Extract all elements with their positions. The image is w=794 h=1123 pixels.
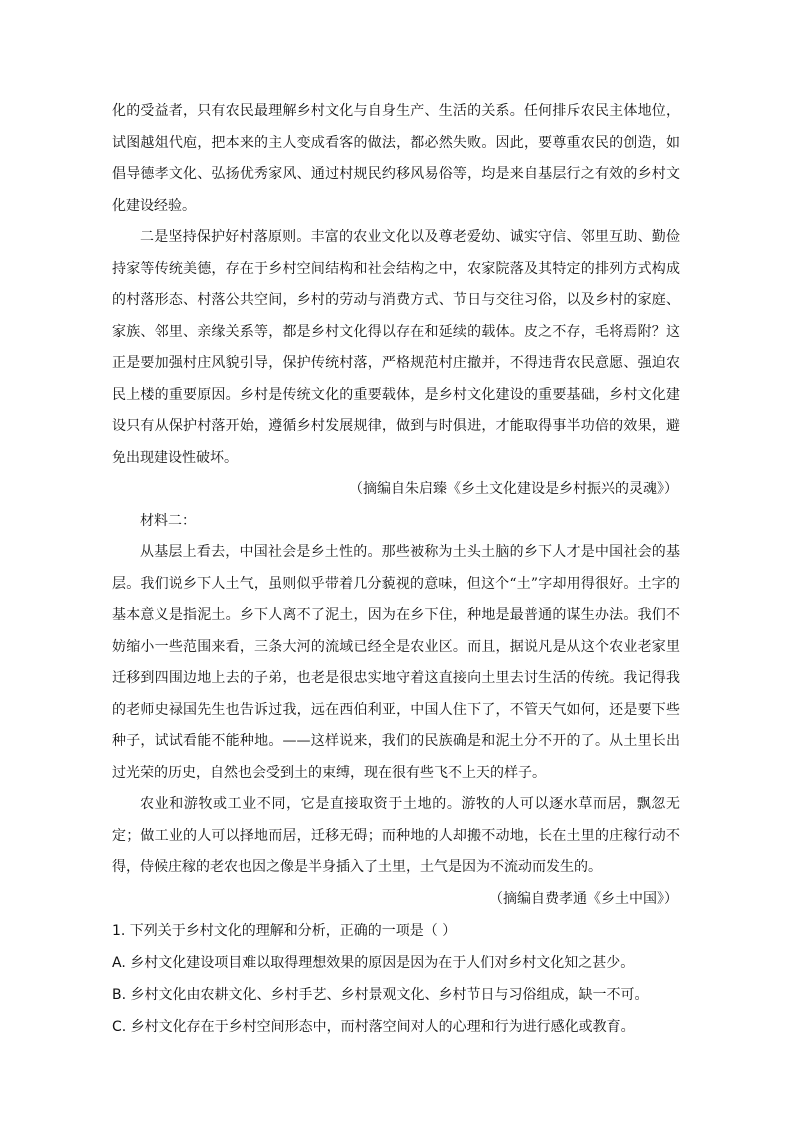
question-1-option-a: A. 乡村文化建设项目难以取得理想效果的原因是因为在于人们对乡村文化知之甚少。 bbox=[112, 955, 635, 971]
document-page bbox=[112, 96, 680, 1043]
material-one-source: （摘编自朱启臻《乡土文化建设是乡村振兴的灵魂》） bbox=[349, 481, 678, 497]
question-1-option-c: C. 乡村文化存在于乡村空间形态中，而村落空间对人的心理和行为进行感化或教育。 bbox=[112, 1019, 635, 1035]
material-two-paragraph-2: 农业和游牧或工业不同，它是直接取资于土地的。游牧的人可以逐水草而居，飘忽无定；做工业的人可以择地而居，迁移无碍；而种地的人却搬不动地，长在土里的庄稼行动不得，侍候庄稼的老农也因之像是半身插入了土里，土气是因为不流动而发生的。 bbox=[112, 796, 680, 875]
material-two-paragraph-1: 从基层上看去，中国社会是乡土性的。那些被称为土头土脑的乡下人才是中国社会的基层。我们说乡下人土气，虽则似乎带着几分藐视的意味，但这个“土”字却用得很好。土字的基本意义是指泥土。乡下人离不了泥土，因为在乡下住，种地是最普通的谋生办法。我们不妨缩小一些范围来看，三条大河的流域已经全是农业区。而且，据说凡是从这个农业老家里迁移到四围边地上去的子弟，也老是很忠实地守着这直接向土里去讨生活的传统。我记得我的老师史禄国先生也告诉过我，远在西伯利亚，中国人住下了，不管天气如何，还是要下些种子，试试看能不能种地。——这样说来，我们的民族确是和泥土分不开的了。从土里长出过光荣的历史，自然也会受到土的束缚，现在很有些飞不上天的样子。 bbox=[112, 544, 680, 781]
question-1-stem: 1. 下列关于乡村文化的理解和分析，正确的一项是（ ） bbox=[112, 923, 457, 939]
material-one-paragraph-2: 二是坚持保护好村落原则。丰富的农业文化以及尊老爱幼、诚实守信、邻里互助、勤俭持家等传统美德，存在于乡村空间结构和社会结构之中，农家院落及其特定的排列方式构成的村落形态、村落公共空间，乡村的劳动与消费方式、节日与交往习俗，以及乡村的家庭、家族、邻里、亲缘关系等，都是乡村文化得以存在和延续的载体。皮之不存，毛将焉附？这正是要加强村庄风貌引导，保护传统村落，严格规范村庄撤并，不得违背农民意愿、强迫农民上楼的重要原因。乡村是传统文化的重要载体，是乡村文化建设的重要基础，乡村文化建设只有从保护村落开始，遵循乡村发展规律，做到与时俱进，才能取得事半功倍的效果，避免出现建设性破坏。 bbox=[112, 229, 680, 466]
material-two-source: （摘编自费孝通《乡土中国》） bbox=[489, 890, 678, 907]
material-one-paragraph-1: 化的受益者，只有农民最理解乡村文化与自身生产、生活的关系。任何排斥农民主体地位，试图越俎代庖，把本来的主人变成看客的做法，都必然失败。因此，要尊重农民的创造，如倡导德孝文化、弘扬优秀家风、通过村规民约移风易俗等，均是来自基层行之有效的乡村文化建设经验。 bbox=[112, 103, 680, 214]
question-1-option-b: B. 乡村文化由农耕文化、乡村手艺、乡村景观文化、乡村节日与习俗组成，缺一不可。 bbox=[112, 987, 649, 1003]
material-two-label: 材料二： bbox=[140, 512, 196, 529]
